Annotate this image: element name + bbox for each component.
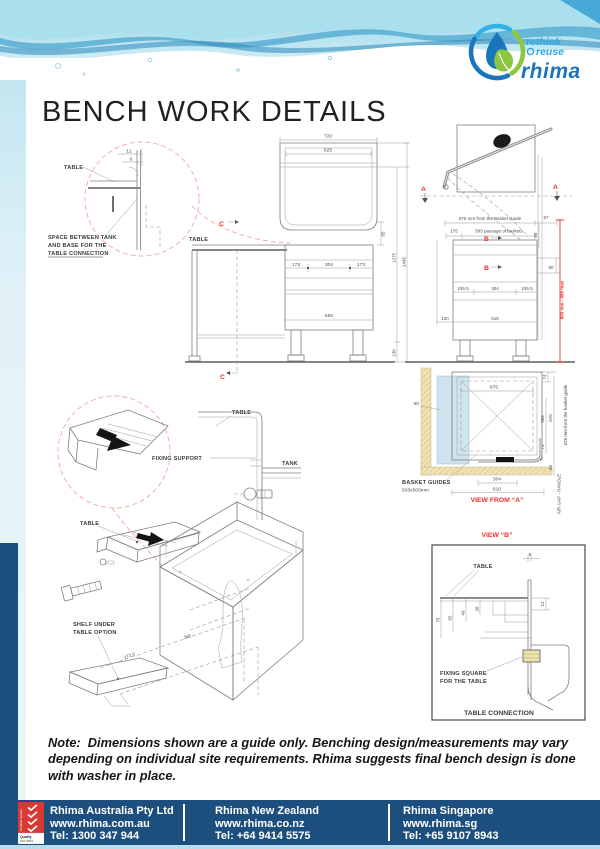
side-view-drawing: [405, 125, 575, 362]
cert-quality-label: Quality: [20, 834, 32, 839]
dim-label: 175: [450, 228, 458, 234]
dim-label: 173: [356, 263, 366, 268]
office-website: www.rhima.com.au: [50, 817, 150, 830]
note-line: TABLE CONNECTION: [48, 251, 109, 257]
office-australia: [50, 805, 174, 843]
dim-label: 1275: [391, 252, 397, 264]
dim-label: 304: [492, 477, 502, 483]
section-marker-c: C: [219, 221, 224, 228]
dim-label: 120: [441, 316, 449, 321]
note-line: SPACE BETWEEN TANK: [48, 235, 117, 241]
note-text: Note: Dimensions shown are a guide only. Benching design/measurements may vary depending on individual site requirements. Rhima suggests final bench design is done with washer in place.: [48, 735, 580, 783]
dim-label: 576: [548, 414, 553, 422]
note-label: 626 mm from the basket guide: [563, 384, 568, 446]
dim-label: 74: [540, 444, 545, 450]
section-marker-a: A: [421, 186, 426, 193]
dim-label: 720: [323, 134, 333, 140]
office-new-zealand: [215, 805, 319, 843]
dim-label: 1445: [401, 256, 407, 268]
footer-divider: [388, 804, 390, 841]
note-label: 675 mm from the Basket Guide: [458, 216, 522, 221]
dim-label: 173: [291, 263, 301, 268]
dim-label: 6: [528, 553, 532, 558]
iso-certification-logo: [18, 802, 44, 844]
note-label: 503 passage of baskets: [475, 228, 523, 234]
office-phone: Tel: +64 9414 5575: [215, 830, 311, 843]
basket-guide-stop: [496, 457, 514, 462]
assembly-detail-drawing: [58, 396, 301, 566]
dim-label: 265: [183, 632, 192, 641]
page-title: BENCH WORK DETAILS: [42, 96, 387, 128]
header: [0, 0, 600, 92]
shelf-option-label: TABLE OPTION: [73, 630, 117, 636]
section-marker-c: C: [220, 374, 225, 381]
section-marker-a: A: [553, 184, 558, 191]
table-label: TABLE: [189, 237, 209, 243]
dim-label: 155.5: [521, 286, 533, 291]
rhima-logo: [464, 18, 594, 88]
height-range-label: 850 min - 900 max: [559, 280, 565, 320]
office-name: Rhima Singapore: [403, 805, 494, 817]
dim-label: 49: [460, 610, 466, 616]
note-label: AIR GAP - HANDLE: [556, 473, 562, 515]
dim-label: 172.5: [123, 651, 136, 660]
dim-label: 304: [491, 286, 499, 291]
office-name: Rhima Australia Pty Ltd: [50, 805, 174, 817]
dim-label: 625: [323, 148, 333, 154]
dim-label: 650: [324, 314, 334, 319]
office-singapore: [403, 805, 499, 843]
dim-label: 130: [391, 349, 397, 357]
dim-label: 304: [540, 415, 545, 423]
leaf-icon: [494, 50, 513, 72]
dim-label: 675: [489, 385, 499, 391]
section-marker-b: B: [484, 265, 489, 272]
fixing-support-label: FIXING SUPPORT: [152, 456, 203, 462]
office-phone: Tel: 1300 347 944: [50, 830, 140, 843]
view-b-frame: [432, 545, 585, 720]
cert-side-text: Certified System: [19, 808, 24, 831]
logo-tagline-rethink: rethink: [526, 36, 562, 48]
detail-arrow-icon: [148, 532, 164, 546]
view-b-title: TABLE CONNECTION: [464, 710, 534, 717]
fixing-square-label: FIXING SQUARE: [440, 671, 487, 677]
office-website: www.rhima.sg: [403, 817, 478, 830]
cert-iso-label: ISO 9001: [20, 838, 34, 843]
shelf-option-label: SHELF UNDER: [73, 622, 115, 628]
dim-label: 50: [548, 464, 553, 471]
table-label: TABLE: [232, 410, 252, 416]
dim-label: 80: [548, 265, 554, 270]
exploded-view-drawing: [61, 502, 303, 706]
view-b-caption: VIEW “B”: [481, 532, 513, 539]
dim-label: 65: [380, 231, 386, 237]
footer-divider: [183, 804, 185, 841]
tank-label: TANK: [282, 461, 298, 467]
table-label: TABLE: [80, 521, 100, 527]
office-name: Rhima New Zealand: [215, 805, 319, 817]
basket-guides-label: BASKET GUIDES: [402, 480, 451, 486]
view-from-a-drawing: [402, 368, 568, 514]
dim-label: 28: [474, 606, 480, 612]
view-b-drawing: [432, 532, 585, 720]
office-phone: Tel: +65 9107 8943: [403, 830, 499, 843]
section-marker-b: B: [484, 236, 489, 243]
bench-work-drawings: [0, 110, 600, 735]
dim-label: 65: [533, 232, 538, 238]
logo-tagline-reuse: reuse: [536, 46, 565, 58]
note-line: AND BASE FOR THE: [48, 243, 107, 249]
footer: [0, 800, 600, 845]
dim-label: 6: [129, 157, 133, 163]
fixing-square-label: FOR THE TABLE: [440, 679, 487, 685]
dim-label: 65: [447, 615, 453, 621]
dim-label: 304: [324, 263, 334, 268]
dim-label: 50: [413, 402, 419, 407]
view-a-caption: VIEW FROM “A”: [470, 497, 524, 504]
table-label: TABLE: [64, 165, 84, 171]
front-view-drawing: [185, 134, 410, 382]
dim-label: 155.5: [457, 286, 469, 291]
dim-label: 75: [435, 617, 441, 623]
dim-label: 74: [542, 374, 547, 380]
logo-brand-name: rhima: [521, 60, 581, 83]
detail-c-drawing: [48, 142, 290, 257]
dim-label: 12: [540, 601, 545, 607]
office-website: www.rhima.co.nz: [215, 817, 305, 830]
table-label: TABLE: [473, 564, 493, 570]
dim-label: 610: [492, 487, 502, 493]
footer-accent-line: [0, 845, 600, 849]
recycle-circle-icon: [527, 48, 533, 54]
bolt-graphic: [61, 578, 102, 601]
dim-label: 12: [126, 149, 132, 155]
dim-label: 57: [543, 215, 549, 220]
wall-hatch: [421, 368, 431, 475]
fixing-square: [523, 650, 540, 662]
dim-label: 615: [491, 316, 499, 321]
basket-guides-size: 503x503mm: [402, 488, 429, 494]
